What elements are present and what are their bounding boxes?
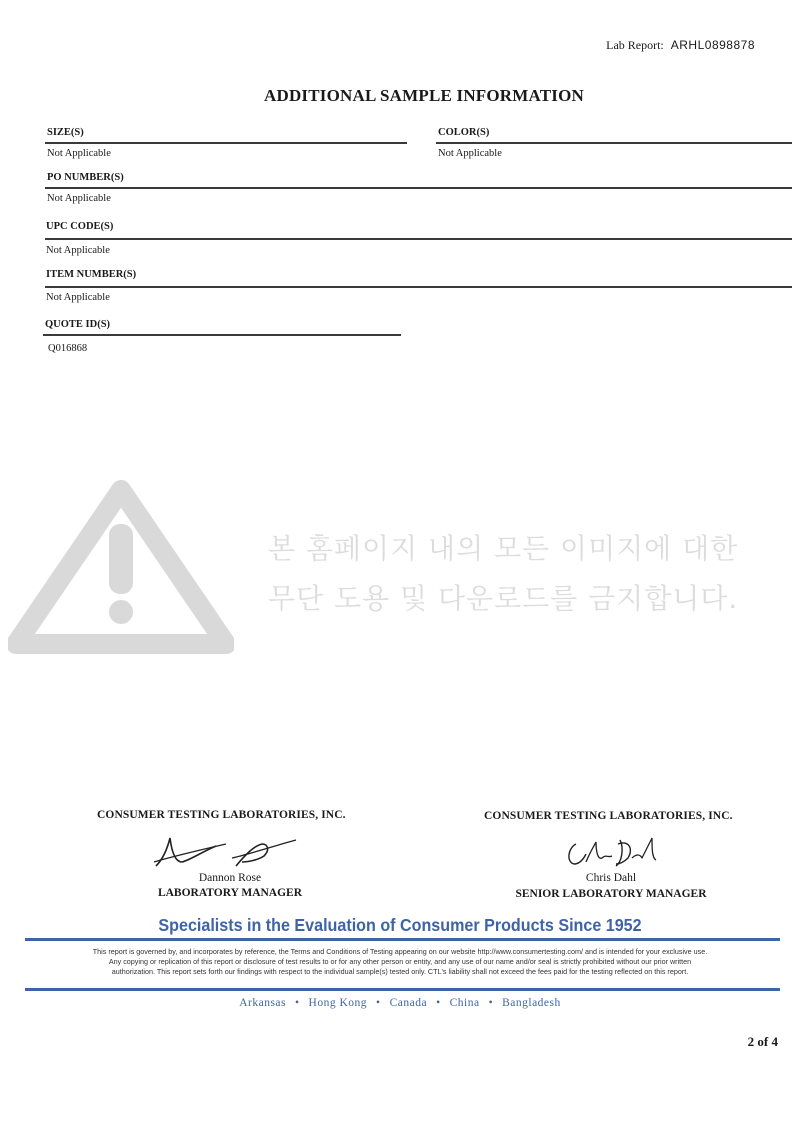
po-numbers-label: PO NUMBER(S) <box>47 172 124 183</box>
right-signer-name: Chris Dahl <box>585 872 637 884</box>
upc-codes-value: Not Applicable <box>46 245 110 256</box>
right-signature <box>562 834 662 877</box>
location-item: Arkansas <box>239 997 287 1009</box>
location-item: China <box>449 997 480 1009</box>
sizes-rule <box>45 142 407 144</box>
office-locations: Arkansas • Hong Kong • Canada • China • Bangladesh <box>239 997 561 1009</box>
sizes-value: Not Applicable <box>47 148 111 159</box>
page-number: 2 of 4 <box>747 1034 778 1049</box>
item-numbers-label: ITEM NUMBER(S) <box>46 269 137 280</box>
left-signer-name: Dannon Rose <box>198 872 262 884</box>
upc-codes-rule <box>45 238 792 240</box>
watermark-line-1: 본 홈페이지 내의 모든 이미지에 대한 <box>268 532 739 565</box>
lab-report-number: ARHL0898878 <box>670 38 755 52</box>
lab-report-label: Lab Report: <box>606 38 664 52</box>
company-tagline: Specialists in the Evaluation of Consumer Products Since 1952 <box>158 915 642 935</box>
location-item: Hong Kong <box>308 997 368 1009</box>
lab-report-id <box>606 38 755 53</box>
quote-ids-value: Q016868 <box>48 343 88 354</box>
page-title: ADDITIONAL SAMPLE INFORMATION <box>263 86 584 105</box>
colors-rule <box>436 142 792 144</box>
quote-ids-rule <box>43 334 401 336</box>
left-company-name: CONSUMER TESTING LABORATORIES, INC. <box>97 809 346 821</box>
location-item: Canada <box>389 997 428 1009</box>
item-numbers-rule <box>45 286 792 288</box>
quote-ids-label: QUOTE ID(S) <box>45 319 111 330</box>
legal-disclaimer: This report is governed by, and incorporates by reference, the Terms and Conditions of Testing appearing on our website http://www.consumertesting.com/ and is intended for your exclusive use. Any copying or replication of this report or disclosure of test results to or for any other person or entity, and any use of our name and/or seal is strictly prohibited without our prior written authorization. This report sets forth our findings with respect to the individual sample(s) tested only. CTL's liability shall not exceed the fees paid for the testing reflected on this report. <box>92 947 708 976</box>
watermark-notice <box>268 524 738 624</box>
right-company-name: CONSUMER TESTING LABORATORIES, INC. <box>484 810 733 822</box>
po-numbers-rule <box>45 187 792 189</box>
colors-label: COLOR(S) <box>438 127 490 138</box>
footer-bottom-rule <box>25 988 780 991</box>
right-signer-title: SENIOR LABORATORY MANAGER <box>515 888 707 900</box>
po-numbers-value: Not Applicable <box>47 193 111 204</box>
left-signer-title: LABORATORY MANAGER <box>157 887 303 899</box>
location-item: Bangladesh <box>502 997 561 1009</box>
watermark-line-2: 무단 도용 및 다운로드를 금지합니다. <box>268 582 739 615</box>
warning-triangle-icon <box>8 472 234 663</box>
colors-value: Not Applicable <box>438 148 502 159</box>
upc-codes-label: UPC CODE(S) <box>46 221 114 232</box>
left-signature <box>150 832 300 877</box>
sizes-label: SIZE(S) <box>47 127 84 138</box>
footer-top-rule <box>25 938 780 941</box>
item-numbers-value: Not Applicable <box>46 292 110 303</box>
